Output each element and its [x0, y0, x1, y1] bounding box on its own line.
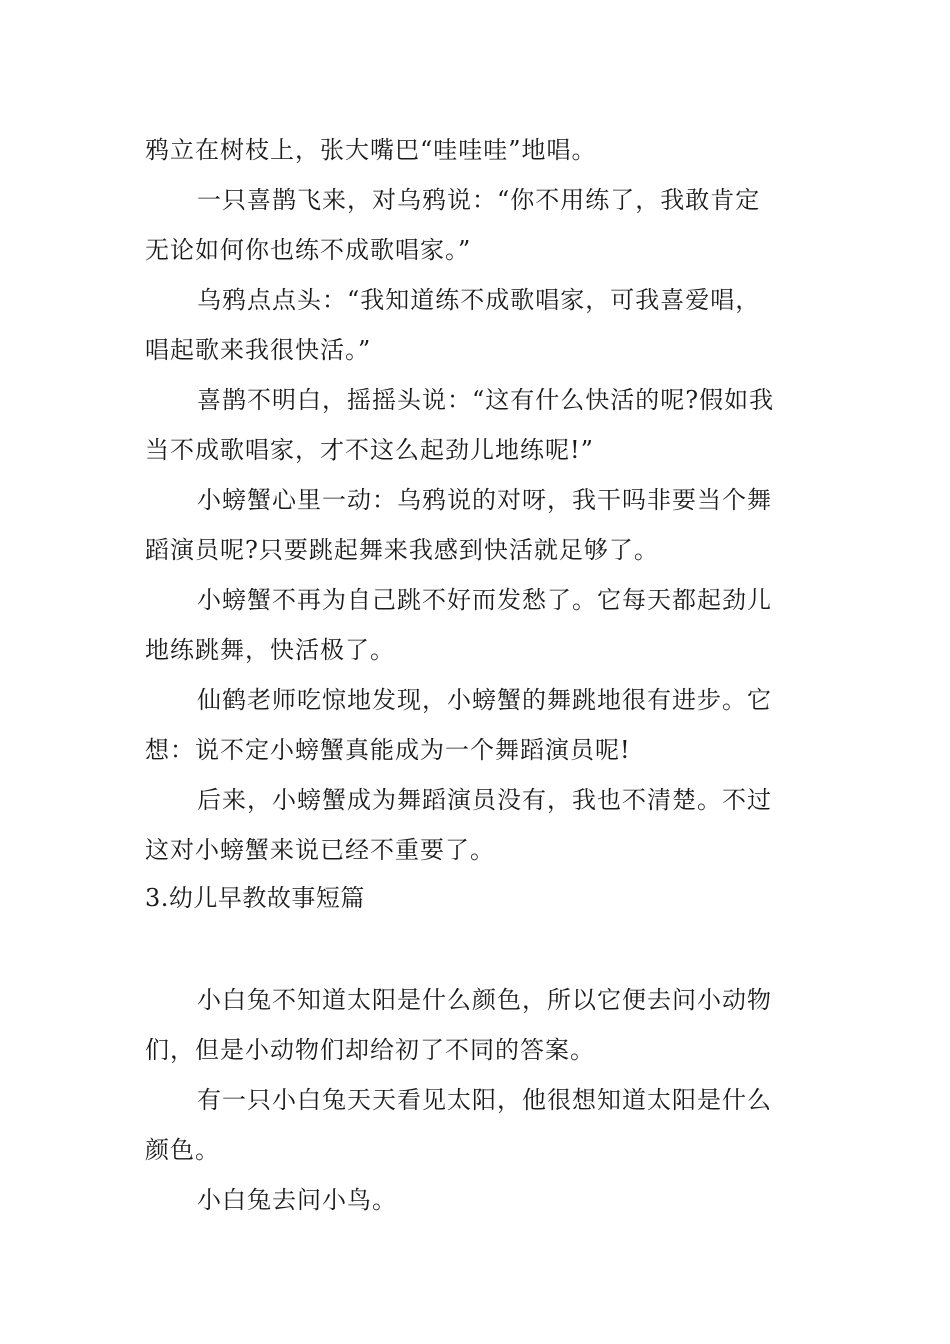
- text-line: 鸦立在树枝上，张大嘴巴“哇哇哇”地唱。: [145, 136, 597, 164]
- text-line: 后来，小螃蟹成为舞蹈演员没有，我也不清楚。不过: [197, 786, 772, 814]
- text-line: 们，但是小动物们却给初了不同的答案。: [145, 1036, 595, 1064]
- section-heading: 3.幼儿早教故事短篇: [145, 884, 365, 912]
- text-line: 仙鹤老师吃惊地发现，小螃蟹的舞跳地很有进步。它: [197, 686, 772, 714]
- text-line: 唱起歌来我很快活。”: [145, 336, 372, 364]
- text-line: 小螃蟹不再为自己跳不好而发愁了。它每天都起劲儿: [197, 586, 772, 614]
- text-line: 当不成歌唱家，才不这么起劲儿地练呢!”: [145, 436, 594, 464]
- text-line: 无论如何你也练不成歌唱家。”: [145, 236, 472, 264]
- text-line: 小螃蟹心里一动：乌鸦说的对呀，我干吗非要当个舞: [197, 486, 772, 514]
- text-line: 想：说不定小螃蟹真能成为一个舞蹈演员呢!: [145, 736, 631, 764]
- text-line: 地练跳舞，快活极了。: [145, 636, 395, 664]
- text-line: 小白兔去问小鸟。: [197, 1186, 397, 1214]
- text-line: 一只喜鹊飞来，对乌鸦说：“你不用练了，我敢肯定: [197, 186, 761, 214]
- text-line: 小白兔不知道太阳是什么颜色，所以它便去问小动物: [197, 986, 772, 1014]
- text-line: 这对小螃蟹来说已经不重要了。: [145, 836, 495, 864]
- text-line: 颜色。: [145, 1136, 220, 1164]
- text-line: 喜鹊不明白，摇摇头说：“这有什么快活的呢?假如我: [197, 386, 775, 414]
- text-line: 乌鸦点点头：“我知道练不成歌唱家，可我喜爱唱，: [197, 286, 761, 314]
- text-line: 蹈演员呢?只要跳起舞来我感到快活就足够了。: [145, 536, 659, 564]
- text-line: 有一只小白兔天天看见太阳，他很想知道太阳是什么: [197, 1086, 772, 1114]
